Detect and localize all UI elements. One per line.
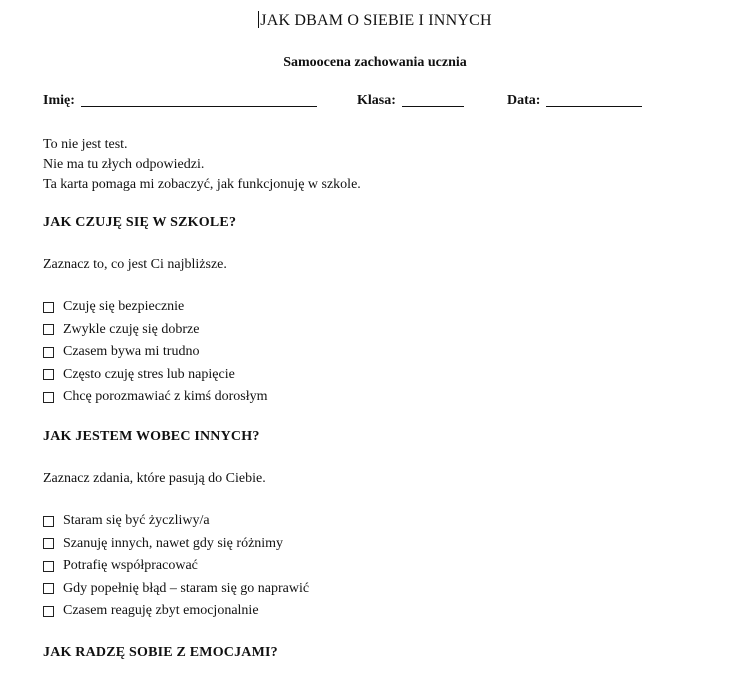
date-field[interactable] xyxy=(507,92,642,109)
checklist-item-label: Zwykle czuję się dobrze xyxy=(63,321,200,337)
class-label: Klasa: xyxy=(357,93,396,108)
intro-line: Ta karta pomaga mi zobaczyć, jak funkcjonuję w szkole. xyxy=(43,177,361,192)
checkbox[interactable] xyxy=(43,538,54,549)
document-title-text: JAK DBAM O SIEBIE I INNYCH xyxy=(260,12,492,29)
checkbox[interactable] xyxy=(43,392,54,403)
section-instruction-school: Zaznacz to, co jest Ci najbliższe. xyxy=(43,257,227,272)
checklist-item-label: Czuję się bezpiecznie xyxy=(63,299,185,314)
checkbox[interactable] xyxy=(43,324,54,335)
name-label: Imię: xyxy=(43,93,75,108)
student-info-fields xyxy=(43,92,723,114)
class-blank-line[interactable] xyxy=(402,92,464,107)
section-instruction-others: Zaznacz zdania, które pasują do Ciebie. xyxy=(43,471,266,486)
date-blank-line[interactable] xyxy=(546,92,642,107)
name-field[interactable] xyxy=(43,92,317,109)
checklist-item-label: Często czuję stres lub napięcie xyxy=(63,366,235,382)
checklist-school xyxy=(43,296,268,409)
checkbox[interactable] xyxy=(43,516,54,527)
checklist-item[interactable] xyxy=(43,578,309,601)
document-subtitle: Samoocena zachowania ucznia xyxy=(283,55,467,70)
checklist-item[interactable] xyxy=(43,555,309,578)
checklist-item[interactable] xyxy=(43,510,309,533)
intro-line: Nie ma tu złych odpowiedzi. xyxy=(43,157,205,172)
checkbox[interactable] xyxy=(43,347,54,358)
checklist-others xyxy=(43,510,309,623)
checkbox[interactable] xyxy=(43,369,54,380)
checkbox[interactable] xyxy=(43,583,54,594)
checklist-item[interactable] xyxy=(43,319,268,342)
intro-text xyxy=(43,135,361,195)
checklist-item[interactable] xyxy=(43,386,268,409)
date-label: Data: xyxy=(507,93,541,108)
checklist-item-label: Czasem bywa mi trudno xyxy=(63,344,200,359)
section-heading-school: JAK CZUJĘ SIĘ W SZKOLE? xyxy=(43,215,237,230)
checklist-item[interactable] xyxy=(43,600,309,623)
document-title xyxy=(0,11,750,30)
checklist-item-label: Potrafię współpracować xyxy=(63,558,198,573)
section-heading-emotions: JAK RADZĘ SOBIE Z EMOCJAMI? xyxy=(43,645,278,660)
name-blank-line[interactable] xyxy=(81,92,317,107)
checklist-item[interactable] xyxy=(43,364,268,387)
checklist-item-label: Gdy popełnię błąd – staram się go naprawić xyxy=(63,580,310,596)
checklist-item-label: Szanuję innych, nawet gdy się różnimy xyxy=(63,535,284,551)
checklist-item[interactable] xyxy=(43,533,309,556)
checkbox[interactable] xyxy=(43,302,54,313)
checklist-item[interactable] xyxy=(43,341,268,364)
checklist-item[interactable] xyxy=(43,296,268,319)
checkbox[interactable] xyxy=(43,561,54,572)
checkbox[interactable] xyxy=(43,606,54,617)
checklist-item-label: Chcę porozmawiać z kimś dorosłym xyxy=(63,389,268,404)
section-heading-others: JAK JESTEM WOBEC INNYCH? xyxy=(43,429,260,444)
intro-line: To nie jest test. xyxy=(43,137,128,152)
checklist-item-label: Czasem reaguję zbyt emocjonalnie xyxy=(63,603,259,618)
class-field[interactable] xyxy=(357,92,464,109)
checklist-item-label: Staram się być życzliwy/a xyxy=(63,513,210,528)
